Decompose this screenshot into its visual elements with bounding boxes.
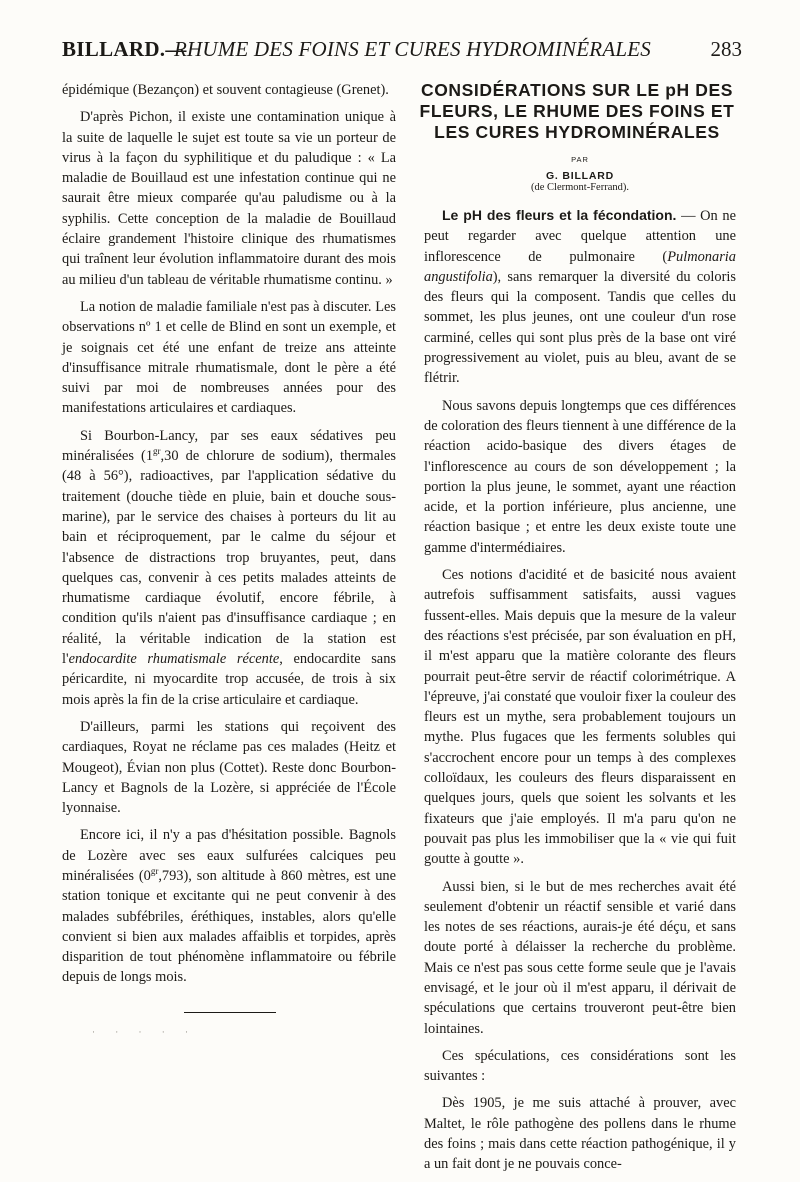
superscript: gr <box>153 446 161 457</box>
page-number: 283 <box>710 37 742 61</box>
paragraph: Aussi bien, si le but de mes recherches avait été seulement d'obtenir un réactif sensible et varié dans les notes de ses réactions, aurais-je été déçu, et sans doute porté à délaisser la recherche du problème. Mais ce n'est pas sous cette forme seule que je l'avais envisagé, et le jour où il m'est apparu, il dérivait de spéculations que certains trouveront peut-être bien lointaines. <box>424 878 736 1037</box>
italic-run: Pulmonaria angustifolia <box>424 248 736 285</box>
paragraph <box>62 825 396 987</box>
right-column <box>419 80 736 1182</box>
section-heading: Le pH des fleurs et la fécondation. <box>442 207 677 223</box>
paragraph: épidémique (Bezançon) et souvent contagieuse (Grenet). <box>62 82 389 98</box>
superscript: gr <box>150 866 159 877</box>
paragraph <box>424 205 736 389</box>
paragraph: D'ailleurs, parmi les stations qui reçoivent des cardiaques, Royat ne réclame pas ces malades (Heitz et Mougeot), Évian non plus (Cottet). Reste donc Bourbon-Lancy et Bagnols de la Lozère, si appréciée de l'École lyonnaise. <box>62 718 396 817</box>
text-run: , endocardite sans péricardite, ni myocardite trop accusée, de trois à six mois après la fin de la crise articulaire et cardiaque. <box>62 651 396 708</box>
paragraph: Ces notions d'acidité et de basicité nous avaient autrefois suffisamment satisfaits, aussi vagues fussent-elles. Mais depuis que la mesure de la valeur des réactions s'est précisée, par son évaluation en pH, il m'est apparu que la matière colorante des fleurs pourrait peut-être servir de réactif colorimétrique. A l'épreuve, j'ai constaté que vouloir fixer la couleur des fleurs est un mythe, sera probablement toujours un mythe. Plus fugaces que les ferments solubles qui s'accrochent encore pour un temps à des complexes colloïdaux, les couleurs des fleurs disparaissent en quelques jours, quels que soient les solvants et les fixateurs que j'aie employés. Il m'a paru qu'on ne pouvait pas plus les immobiliser que la « vie qui fuit goutte à goutte ». <box>424 567 736 868</box>
paragraph: Ces spéculations, ces considérations sont les suivantes : <box>424 1047 736 1085</box>
left-column <box>62 80 396 1037</box>
paragraph: Nous savons depuis longtemps que ces différences de coloration des fleurs tiennent à une différence de la réaction acido-basique des divers étages de l'inflorescence au cours de son développement ; la portion la plus jeune, le sommet, ayant une réaction acide, et la portion inférieure, plus ancienne, une réaction basique ; et entre les deux existe toute une gamme d'intermédiaires. <box>424 397 736 556</box>
header-author: BILLARD.— <box>62 37 187 61</box>
italic-run: endocardite rhumatismale récente <box>68 651 280 668</box>
text-run: — On ne peut regarder avec quelque attention une inflorescence de pulmonaire ( <box>424 208 736 265</box>
paragraph: D'après Pichon, il existe une contamination unique à la suite de laquelle le sujet est toute sa vie un porteur de virus à la façon du syphilitique et du paludique : « La maladie de Bouillaud est une infestation continue qui ne saurait être mieux comparée qu'au paludisme ou à la syphilis. Cette conception de la maladie de Bouillaud éclaire grandement l'histoire clinique des rhumatismes qui traînent leur évolution inflammatoire durant des mois au milieu d'un tableau de véritable rhumatisme continu. » <box>62 109 396 288</box>
text-run: Encore ici, il n'y a pas d'hésitation possible. Bagnols de Lozère avec ses eaux sulfurées calciques peu minéralisées (0 <box>62 827 396 884</box>
text-run: ), sans remarquer la diversité du coloris des fleurs qui la composent. Tandis que celles du sommet, les plus jeunes, ont une couleur d'un rose carminé, celles qui sont plus près de la base ont viré progressivement au violet, puis au bleu, avant de se flétrir. <box>424 268 736 387</box>
paragraph <box>62 426 396 710</box>
article-title: CONSIDÉRATIONS SUR LE pH DES FLEURS, LE RHUME DES FOINS ET LES CURES HYDROMINÉRALES <box>419 80 735 142</box>
article-author: G. BILLARD <box>545 170 615 182</box>
byline-par: PAR <box>571 155 589 164</box>
text-run: Si Bourbon-Lancy, par ses eaux sédatives peu minéralisées (1 <box>62 427 396 465</box>
header-title: RHUME DES FOINS ET CURES HYDROMINÉRALES <box>174 37 651 61</box>
running-header <box>62 28 742 68</box>
text-run: ,793), son altitude à 860 mètres, est une station tonique et excitante qui ne peut convenir à des malades subfébriles, éréthiques, instables, alors qu'elle convient si bien aux malades affaiblis et torpides, après disparition de tout phénomène inflammatoire ou fébrile depuis de longs mois. <box>62 867 396 986</box>
text-run: ,30 de chlorure de sodium), thermales (48 à 56°), radioactives, par l'application sédative du traitement (douche tiède en pluie, bain et douche sous-marine), par le service des chaises à porteurs du lit au bain et réciproquement, par le calme du séjour et l'absence de distractions trop bruyantes, peut, dans quelques cas, convenir à ces petits malades atteints de rhumatisme cardiaque évolutif, encore fébrile, à condition qu'ils n'aient pas d'insuffisance cardiaque ; en réalité, la véritable indication de la station est l' <box>62 448 396 668</box>
author-affiliation: (de Clermont-Ferrand). <box>531 182 629 193</box>
print-dots: · · · · · <box>92 1026 197 1037</box>
section-separator <box>184 1012 276 1013</box>
paragraph: La notion de maladie familiale n'est pas à discuter. Les observations nº 1 et celle de Blind en sont un exemple, et je soignais cet été une enfant de treize ans atteinte d'insuffisance mitrale rhumatismale, dont le père a été suivi par moi de nombreuses années pour des manifestations articulaires et cardiaques. <box>62 298 396 417</box>
paragraph: Dès 1905, je me suis attaché à prouver, avec Maltet, le rôle pathogène des pollens dans le rhume des foins ; mais dans cette réaction pathogénique, il y a un fait dont je ne pouvais conce- <box>424 1095 736 1173</box>
